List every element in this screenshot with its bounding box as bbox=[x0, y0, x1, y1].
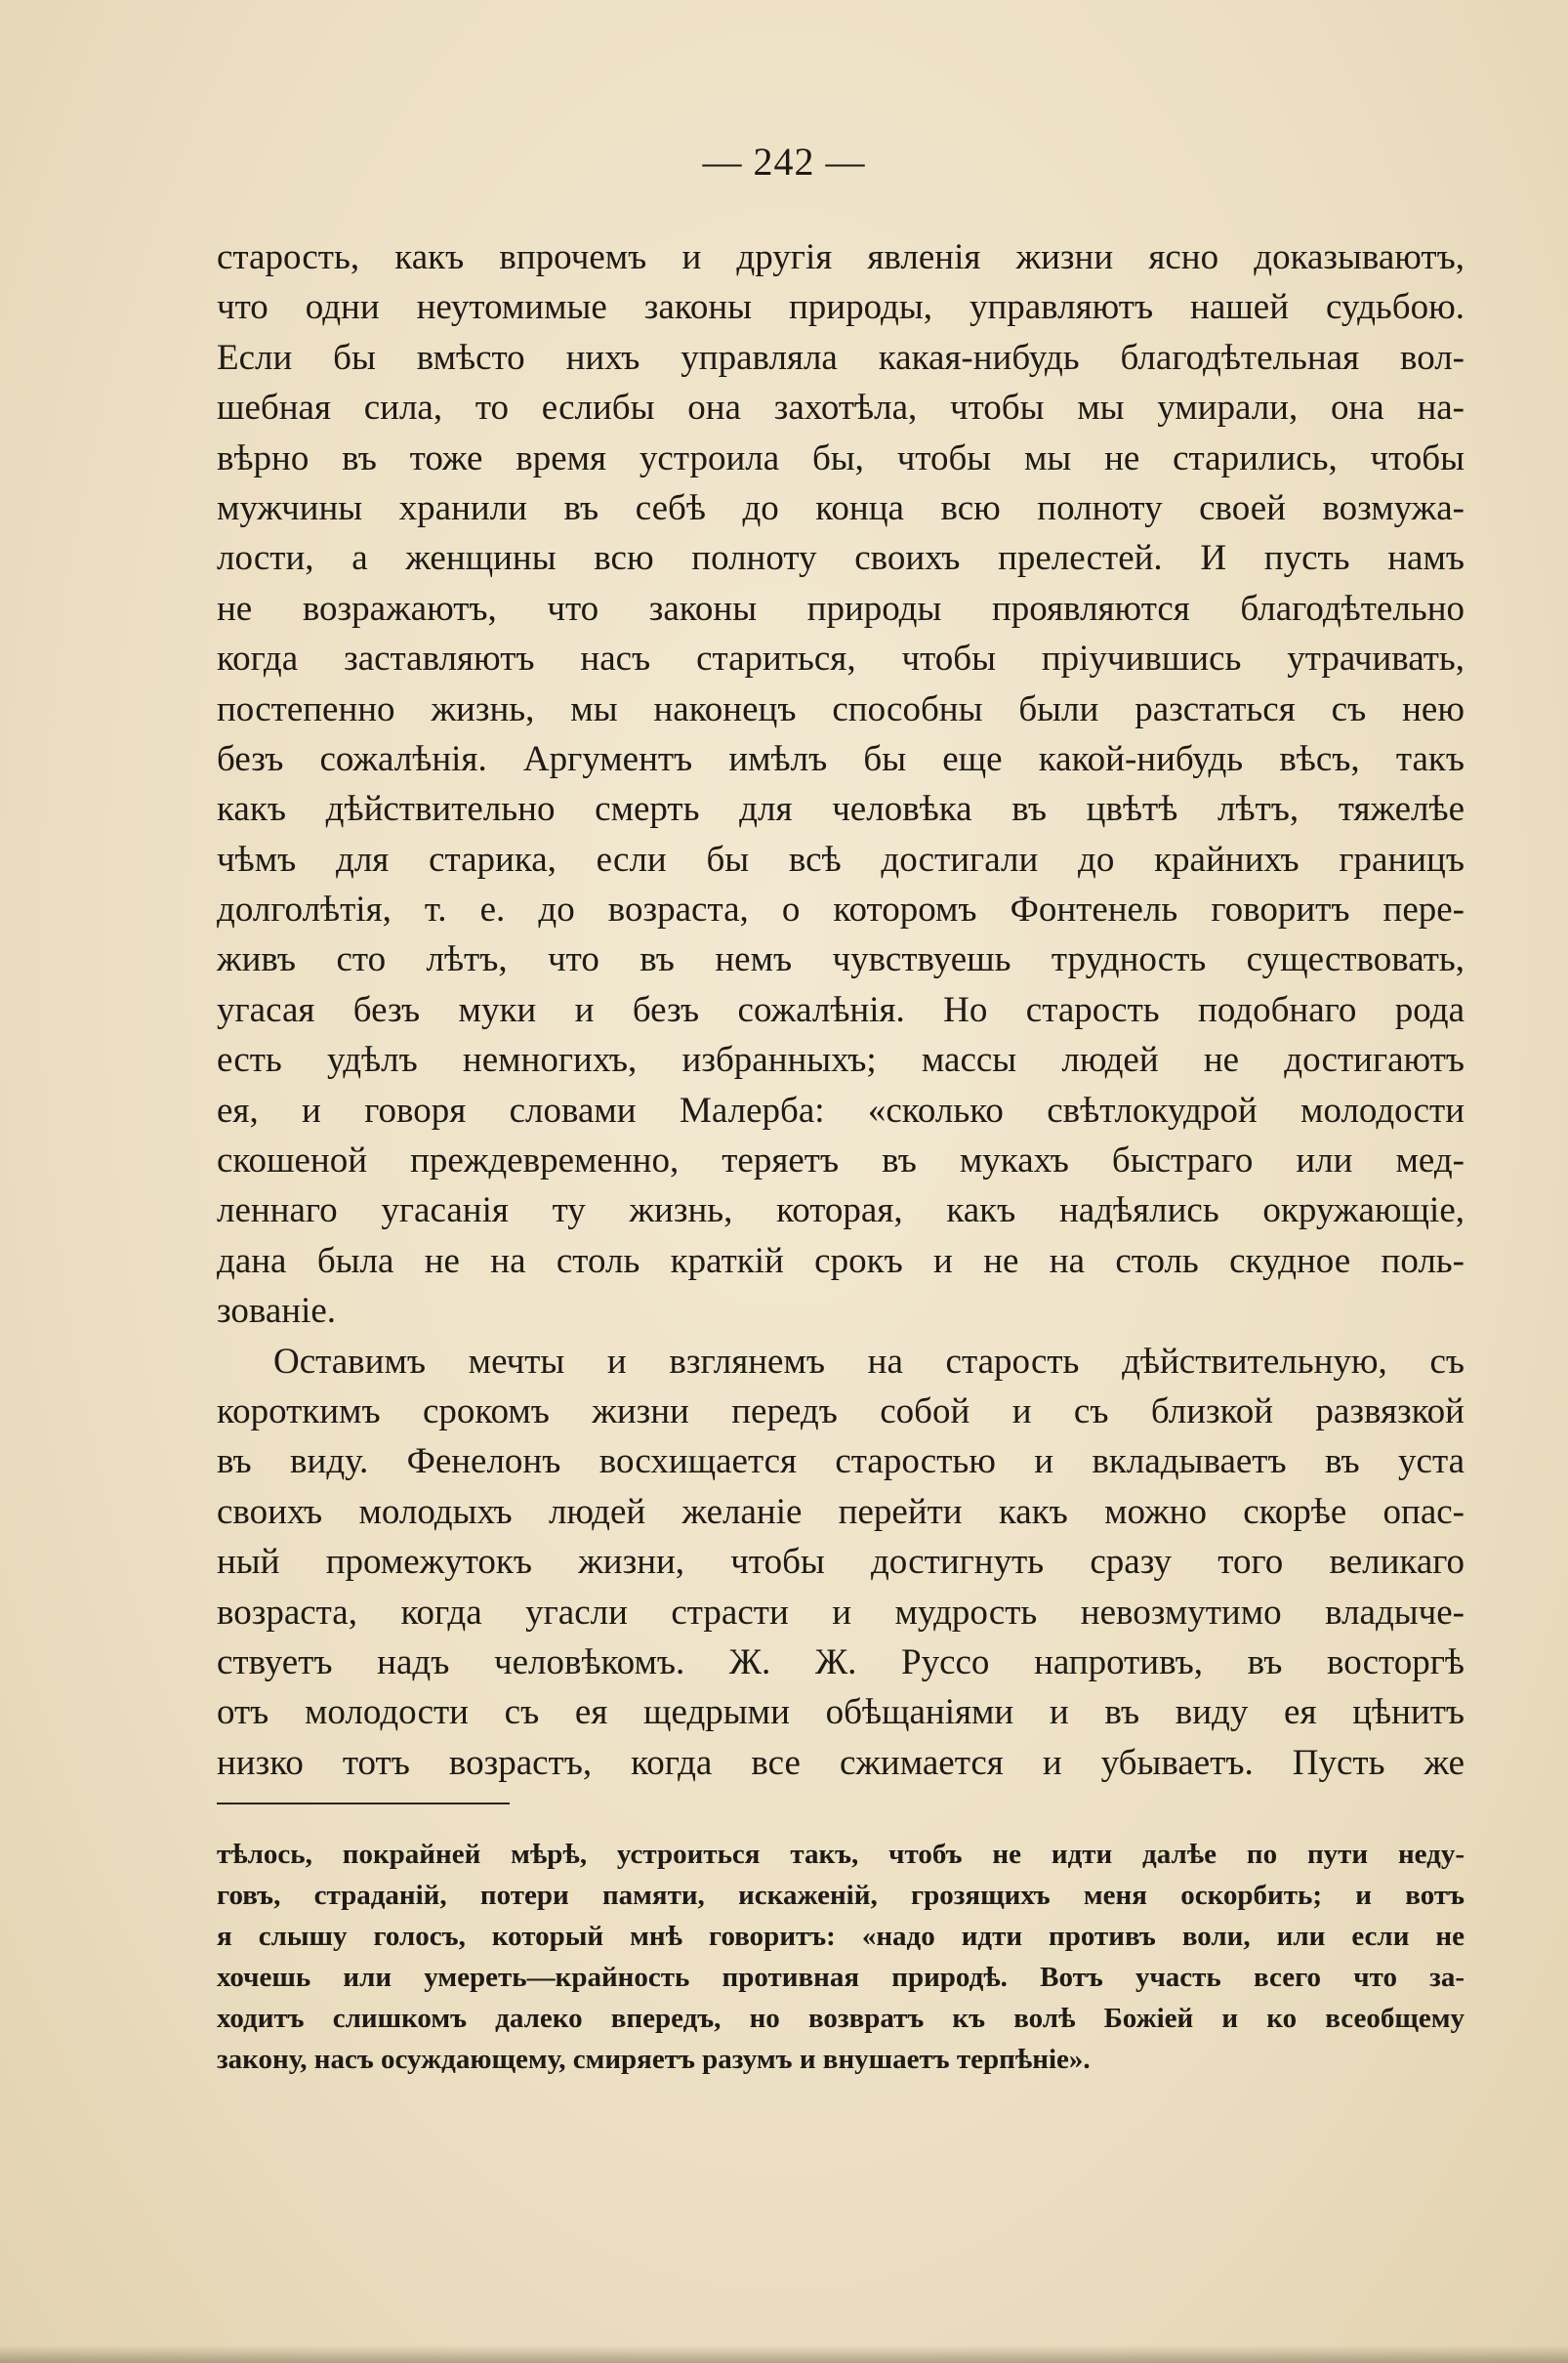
text-line: есть удѣлъ немногихъ, избранныхъ; массы людей не достигаютъ bbox=[217, 1040, 1465, 1081]
page-number: — 242 — bbox=[702, 140, 866, 184]
text-line: безъ сожалѣнія. Аргументъ имѣлъ бы еще какой-нибудь вѣсъ, такъ bbox=[217, 738, 1465, 779]
text-line: ея, и говоря словами Малерба: «сколько свѣтлокудрой молодости bbox=[217, 1090, 1465, 1131]
text-line: короткимъ срокомъ жизни передъ собой и съ близкой развязкой bbox=[217, 1390, 1465, 1431]
page-bottom-edge bbox=[0, 2345, 1568, 2363]
paragraph-1 bbox=[217, 232, 1465, 1337]
text-line: дана была не на столь краткій срокъ и не на столь скудное поль- bbox=[217, 1240, 1465, 1281]
text-line: Оставимъ мечты и взглянемъ на старость дѣйствительную, съ bbox=[273, 1341, 1465, 1382]
text-line: въ виду. Фенелонъ восхищается старостью и вкладываетъ въ уста bbox=[217, 1441, 1465, 1482]
text-line: какъ дѣйствительно смерть для человѣка въ цвѣтѣ лѣтъ, тяжелѣе bbox=[217, 789, 1465, 830]
text-line: угасая безъ муки и безъ сожалѣнія. Но старость подобнаго рода bbox=[217, 989, 1465, 1030]
text-line: зованіе. bbox=[217, 1291, 337, 1332]
text-line: долголѣтія, т. е. до возраста, о которомъ Фонтенель говоритъ пере- bbox=[217, 890, 1465, 931]
footnote-line: хочешь или умереть—крайность противная природѣ. Вотъ участь всего что за- bbox=[217, 1962, 1465, 1993]
text-line: своихъ молодыхъ людей желаніе перейти какъ можно скорѣе опас- bbox=[217, 1491, 1465, 1532]
paragraph-2 bbox=[217, 1337, 1465, 1789]
text-line: старость, какъ впрочемъ и другія явленія жизни ясно доказываютъ, bbox=[217, 237, 1465, 277]
body-text bbox=[217, 232, 1465, 1788]
text-line: что одни неутомимые законы природы, управляютъ нашей судьбою. bbox=[217, 287, 1465, 328]
text-line: мужчины хранили въ себѣ до конца всю полноту своей возмужа- bbox=[217, 487, 1465, 528]
text-line: леннаго угасанія ту жизнь, которая, какъ надѣялись окружающіе, bbox=[217, 1190, 1465, 1231]
text-line: не возражаютъ, что законы природы проявляются благодѣтельно bbox=[217, 588, 1465, 629]
text-line: живъ сто лѣтъ, что въ немъ чувствуешь трудность существовать, bbox=[217, 939, 1465, 980]
text-line: Если бы вмѣсто нихъ управляла какая-нибудь благодѣтельная вол- bbox=[217, 337, 1465, 378]
footnote-line: ходитъ слишкомъ далеко впередъ, но возвратъ къ волѣ Божіей и ко всеобщему bbox=[217, 2003, 1465, 2034]
text-line: вѣрно въ тоже время устроила бы, чтобы мы не старились, чтобы bbox=[217, 437, 1465, 478]
text-line: чѣмъ для старика, если бы всѣ достигали до крайнихъ границъ bbox=[217, 839, 1465, 880]
text-line: ствуетъ надъ человѣкомъ. Ж. Ж. Руссо напротивъ, въ восторгѣ bbox=[217, 1641, 1465, 1682]
text-line: возраста, когда угасли страсти и мудрость невозмутимо владыче- bbox=[217, 1592, 1465, 1633]
text-line: ный промежутокъ жизни, чтобы достигнуть сразу того великаго bbox=[217, 1542, 1465, 1583]
footnote-line: я слышу голосъ, который мнѣ говоритъ: «надо идти противъ воли, или если не bbox=[217, 1921, 1465, 1952]
text-line: когда заставляютъ насъ стариться, чтобы пріучившись утрачивать, bbox=[217, 639, 1465, 680]
text-line: постепенно жизнь, мы наконецъ способны были разстаться съ нею bbox=[217, 688, 1465, 729]
text-line: низко тотъ возрастъ, когда все сжимается и убываетъ. Пусть же bbox=[217, 1742, 1465, 1783]
footnote-divider bbox=[217, 1803, 510, 1804]
footnote-line: говъ, страданій, потери памяти, искаженій, грозящихъ меня оскорбить; и вотъ bbox=[217, 1880, 1465, 1911]
text-line: скошеной преждевременно, теряетъ въ мукахъ быстраго или мед- bbox=[217, 1140, 1465, 1182]
footnote-line: закону, насъ осуждающему, смиряетъ разумъ и внушаетъ терпѣніе». bbox=[217, 2044, 1091, 2075]
text-line: шебная сила, то еслибы она захотѣла, чтобы мы умирали, она на- bbox=[217, 388, 1465, 429]
footnote bbox=[217, 1834, 1465, 2080]
text-line: лости, а женщины всю полноту своихъ прелестей. И пусть намъ bbox=[217, 538, 1465, 579]
text-line: отъ молодости съ ея щедрыми обѣщаніями и въ виду ея цѣнитъ bbox=[217, 1692, 1465, 1733]
footnote-line: тѣлось, покрайней мѣрѣ, устроиться такъ, чтобъ не идти далѣе по пути неду- bbox=[217, 1839, 1465, 1870]
